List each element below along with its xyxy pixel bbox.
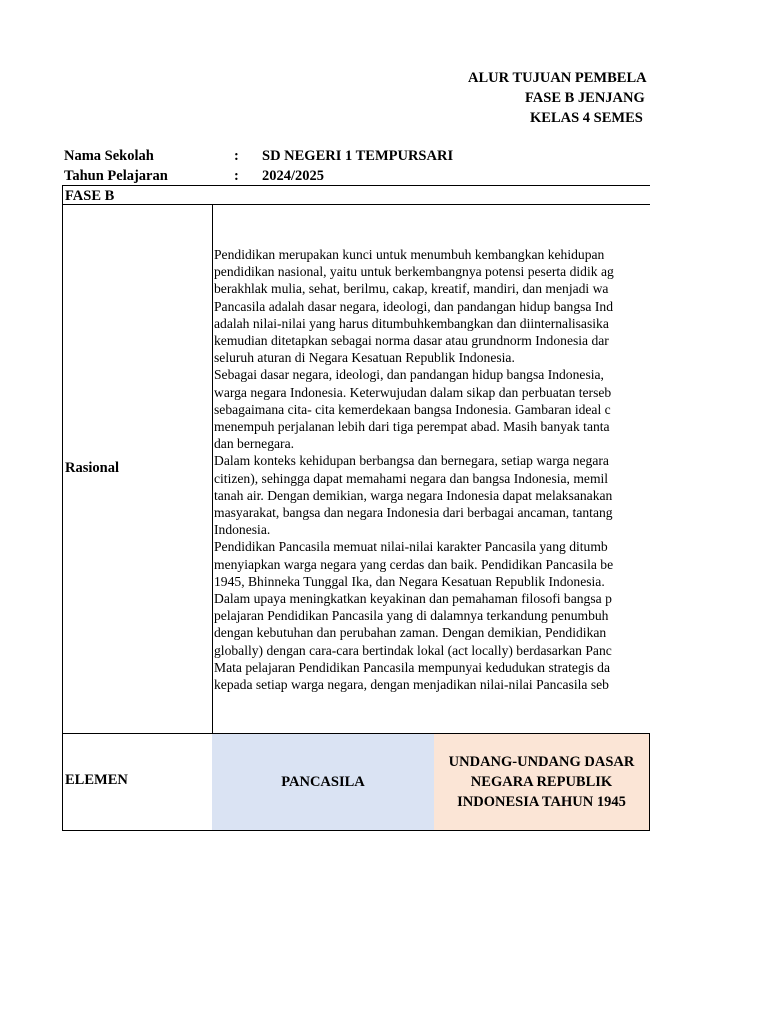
fase-row [62, 185, 650, 205]
rasional-line: Sebagai dasar negara, ideologi, dan pandangan hidup bangsa Indonesia, [214, 367, 604, 383]
rasional-line: pendidikan nasional, yaitu untuk berkembangnya potensi peserta didik ag [214, 264, 614, 280]
rasional-line: 1945, Bhinneka Tunggal Ika, dan Negara Kesatuan Republik Indonesia. [214, 573, 605, 589]
rasional-line: menyiapkan warga negara yang cerdas dan baik. Pendidikan Pancasila be [214, 556, 614, 572]
rasional-line: Mata pelajaran Pendidikan Pancasila mempunyai kedudukan strategis da [214, 659, 610, 675]
rasional-line: adalah nilai-nilai yang harus ditumbuhkembangkan dan diinternalisasika [214, 315, 609, 331]
elemen-label-cell [62, 734, 213, 830]
rasional-line: warga negara Indonesia. Keterwujudan dalam sikap dan perbuatan terseb [214, 384, 612, 400]
rasional-label-cell [62, 205, 213, 734]
rasional-line: Dalam upaya meningkatkan keyakinan dan pemahaman filosofi bangsa p [214, 591, 612, 607]
rasional-line: pelajaran Pendidikan Pancasila yang di dalamnya terkandung penumbuh [214, 608, 609, 624]
rasional-line: tanah air. Dengan demikian, warga negara Indonesia dapat melaksanakan [214, 487, 613, 503]
rasional-line: dan bernegara. [214, 436, 295, 452]
school-year-colon: : [234, 168, 239, 184]
rasional-line: sebagaimana cita- cita kemerdekaan bangsa Indonesia. Gambaran ideal c [214, 401, 611, 417]
rasional-line: berakhlak mulia, sehat, berilmu, cakap, kreatif, mandiri, dan menjadi wa [214, 281, 609, 297]
elemen-pancasila-cell: PANCASILA [212, 734, 435, 830]
curriculum-table [62, 185, 650, 831]
rasional-text-cell [213, 205, 650, 734]
rasional-text [214, 246, 650, 693]
rasional-line: kepada setiap warga negara, dengan menjadikan nilai-nilai Pancasila seb [214, 677, 609, 693]
school-name-value: SD NEGERI 1 TEMPURSARI [262, 148, 454, 164]
rasional-label: Rasional [65, 460, 119, 476]
school-name-colon: : [234, 148, 239, 164]
school-name-label: Nama Sekolah [64, 148, 154, 164]
rasional-line: Indonesia. [214, 522, 271, 538]
rasional-line: citizen), sehingga dapat memahami negara dan bangsa Indonesia, memil [214, 470, 609, 486]
rasional-line: Pendidikan Pancasila memuat nilai-nilai karakter Pancasila yang ditumb [214, 539, 608, 555]
document-title-line-3: KELAS 4 SEMES [530, 110, 643, 126]
fase-label: FASE B [65, 188, 115, 204]
elemen-row [62, 733, 650, 831]
elemen-label: ELEMEN [65, 772, 128, 788]
rasional-line: kemudian ditetapkan sebagai norma dasar atau grundnorm Indonesia dar [214, 333, 609, 349]
school-year-label: Tahun Pelajaran [64, 168, 168, 184]
elemen-uud-cell: UNDANG-UNDANG DASAR NEGARA REPUBLIK INDONESIA TAHUN 1945 [434, 734, 650, 830]
rasional-line: globally) dengan cara-cara bertindak lokal (act locally) berdasarkan Panc [214, 642, 612, 658]
document-title-line-1: ALUR TUJUAN PEMBELA [468, 70, 647, 86]
document-title-line-2: FASE B JENJANG [525, 90, 645, 106]
rasional-line: Pancasila adalah dasar negara, ideologi, dan pandangan hidup bangsa Ind [214, 298, 613, 314]
rasional-line: masyarakat, bangsa dan negara Indonesia dari berbagai ancaman, tantang [214, 505, 613, 521]
rasional-line: menempuh perjalanan lebih dari tiga perempat abad. Masih banyak tanta [214, 419, 610, 435]
school-year-value: 2024/2025 [262, 168, 325, 184]
rasional-line: Pendidikan merupakan kunci untuk menumbuh kembangkan kehidupan [214, 247, 605, 262]
rasional-line: dengan kebutuhan dan perubahan zaman. Dengan demikian, Pendidikan [214, 625, 607, 641]
rasional-line: seluruh aturan di Negara Kesatuan Republik Indonesia. [214, 350, 515, 366]
rasional-line: Dalam konteks kehidupan berbangsa dan bernegara, setiap warga negara [214, 453, 609, 469]
